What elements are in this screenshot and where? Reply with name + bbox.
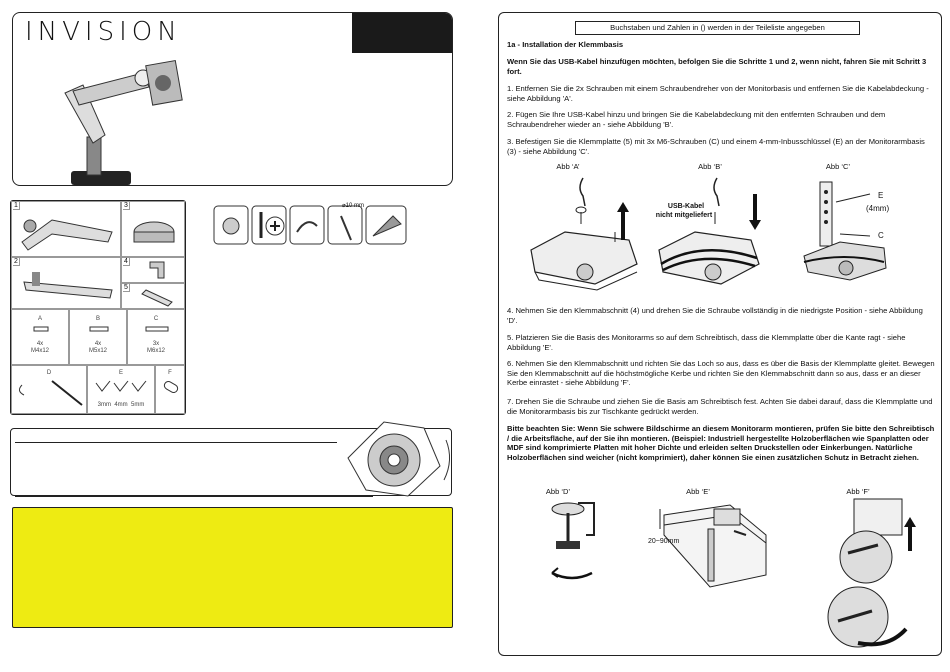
parts-reference-box: Buchstaben und Zahlen in () werden in der Teileliste angegeben <box>575 21 860 35</box>
figure-b-label: Abb ‘B’ <box>698 162 722 171</box>
screw-b-cell <box>69 309 127 365</box>
figure-e-label: Abb ‘E’ <box>686 487 710 496</box>
rotation-plate-illustration <box>338 410 458 504</box>
usb-cable-label: USB-Kabel <box>667 203 705 210</box>
screw-icon <box>12 324 70 336</box>
base-part-illustration <box>122 202 186 258</box>
screw-c-cell <box>127 309 185 365</box>
figure-b-illustration <box>655 172 773 290</box>
screw-a-cell <box>11 309 69 365</box>
tool-letter: E <box>118 370 123 376</box>
tool-letter: D <box>46 370 52 376</box>
figure-a-illustration <box>525 172 645 292</box>
usb-cable-note: nicht mitgeliefert <box>655 212 713 219</box>
figure-f-illustration <box>818 493 918 653</box>
step-5: 5. Platzieren Sie die Basis des Monitorarms so auf dem Schreibtisch, dass die Klemmplatte über die Kante ragt - siehe Abbildung 'E'. <box>507 333 906 352</box>
washer-icon <box>156 377 186 401</box>
part-cell-2 <box>11 257 121 309</box>
yellow-info-panel <box>12 507 453 628</box>
drill-size-label: ⌀10 mm <box>342 203 364 209</box>
part-cell-4 <box>121 257 185 283</box>
header-black-block <box>352 13 452 53</box>
step-3: 3. Befestigen Sie die Klemmplatte (5) mit 3x M6-Schrauben (C) und einem 4-mm-Inbusschlüssel (E) an der Monitorarmbasis (3) - siehe Abbildung 'C'. <box>507 137 925 156</box>
important-note: Bitte beachten Sie: Wenn Sie schwere Bildschirme an diesem Monitorarm montieren, prüfen Sie bitte den Schreibtisch / die Arbeitsfläche, auf der Sie ihn montieren. (Beispiel: Industriell hergestellte Holzoberflächen wie Spanplatten oder MDF sind komprimierte Platten mit hoher Dichte und erleiden selten Druckstellen oder Einkerbungen. Natürliche Holzoberflächen sind weicher (nicht komprimiert), daher können Sie einen zusätzlichen Schutz in Betracht ziehen. <box>507 424 935 462</box>
screw-qty: 4x <box>94 341 102 347</box>
brand-logo: INVISION <box>25 17 182 47</box>
header-panel <box>12 12 453 186</box>
screw-letter: B <box>95 316 100 322</box>
tool-f-cell <box>155 365 185 414</box>
lower-arm-illustration <box>12 258 122 310</box>
arm-part-illustration <box>12 202 122 258</box>
section-title: 1a - Installation der Klemmbasis <box>507 40 624 49</box>
figure-f-label: Abb ‘F’ <box>846 487 870 496</box>
screwdriver-tool-icon <box>12 377 88 407</box>
clamp-part-illustration <box>122 258 186 284</box>
figure-d-illustration <box>538 495 618 585</box>
figure-d-label: Abb ‘D’ <box>545 487 571 496</box>
figure-c-label: Abb ‘C’ <box>825 162 851 171</box>
screw-qty: 4x <box>36 341 44 347</box>
screw-icon <box>128 324 186 336</box>
part-number: 4 <box>124 258 128 265</box>
screw-qty: 3x <box>152 341 160 347</box>
clamp-plate-illustration <box>122 284 186 310</box>
part-cell-3 <box>121 201 185 257</box>
screw-letter: C <box>153 316 159 322</box>
allen-key-icon <box>88 377 156 397</box>
screw-letter: A <box>37 316 42 322</box>
figure-c-label-c: C <box>878 231 884 240</box>
part-number: 5 <box>124 284 128 291</box>
blank-line-bottom <box>15 496 373 497</box>
intro-text: Wenn Sie das USB-Kabel hinzufügen möchten, befolgen Sie die Schritte 1 und 2, wenn nicht, fahren Sie mit Schritt 3 fort. <box>507 57 927 76</box>
figure-a-label: Abb ‘A’ <box>556 162 580 171</box>
step-6: 6. Nehmen Sie den Klemmabschnitt und richten Sie das Loch so aus, dass es über die Basis der Klemmplatte gleitet. Bewegen Sie den Klemmabschnitt auf die höchstmögliche Kerbe und richten Sie den Klemmabschnitt dann so aus, dass er an dieser Kerbe einrastet - siehe Abbildung 'F'. <box>507 359 935 388</box>
tool-letter: F <box>168 370 172 376</box>
allen-sizes: 3mm 4mm 5mm <box>97 402 145 408</box>
part-number: 3 <box>124 202 128 209</box>
figure-c-label-e: E <box>878 191 884 200</box>
part-number: 1 <box>14 202 18 209</box>
tool-d-cell <box>11 365 87 414</box>
screw-size: M6x12 <box>146 348 165 354</box>
parts-list-panel <box>10 200 186 415</box>
screw-size: M5x12 <box>88 348 107 354</box>
figure-c-illustration <box>800 172 890 292</box>
figure-e-range: 20~90mm <box>648 538 680 545</box>
monitor-arm-illustration <box>53 53 203 188</box>
step-4: 4. Nehmen Sie den Klemmabschnitt (4) und drehen Sie die Schraube vollständig in die niedrigste Position - siehe Abbildung 'D'. <box>507 306 923 325</box>
part-cell-1 <box>11 201 121 257</box>
step-1: 1. Entfernen Sie die 2x Schrauben mit einem Schraubendreher von der Monitorbasis und entfernen Sie die Kabelabdeckung - siehe Abbildung 'A'. <box>507 84 929 103</box>
tools-icons <box>213 202 413 248</box>
figure-c-label-4mm: (4mm) <box>866 204 890 213</box>
blank-line-top <box>15 442 337 443</box>
step-2: 2. Fügen Sie Ihre USB-Kabel hinzu und bringen Sie die Kabelabdeckung mit den entfernten Schrauben und dem Schraubendreher wieder an - siehe Abbildung 'B'. <box>507 110 886 129</box>
step-7: 7. Drehen Sie die Schraube und ziehen Sie die Basis am Schreibtisch fest. Achten Sie dabei darauf, dass die Klemmplatte und die Monitorarmbasis bis zur Tischkante gedrückt werden. <box>507 397 933 416</box>
part-cell-5 <box>121 283 185 309</box>
part-number: 2 <box>14 258 18 265</box>
screw-size: M4x12 <box>30 348 49 354</box>
screw-icon <box>70 324 128 336</box>
tool-e-cell <box>87 365 155 414</box>
